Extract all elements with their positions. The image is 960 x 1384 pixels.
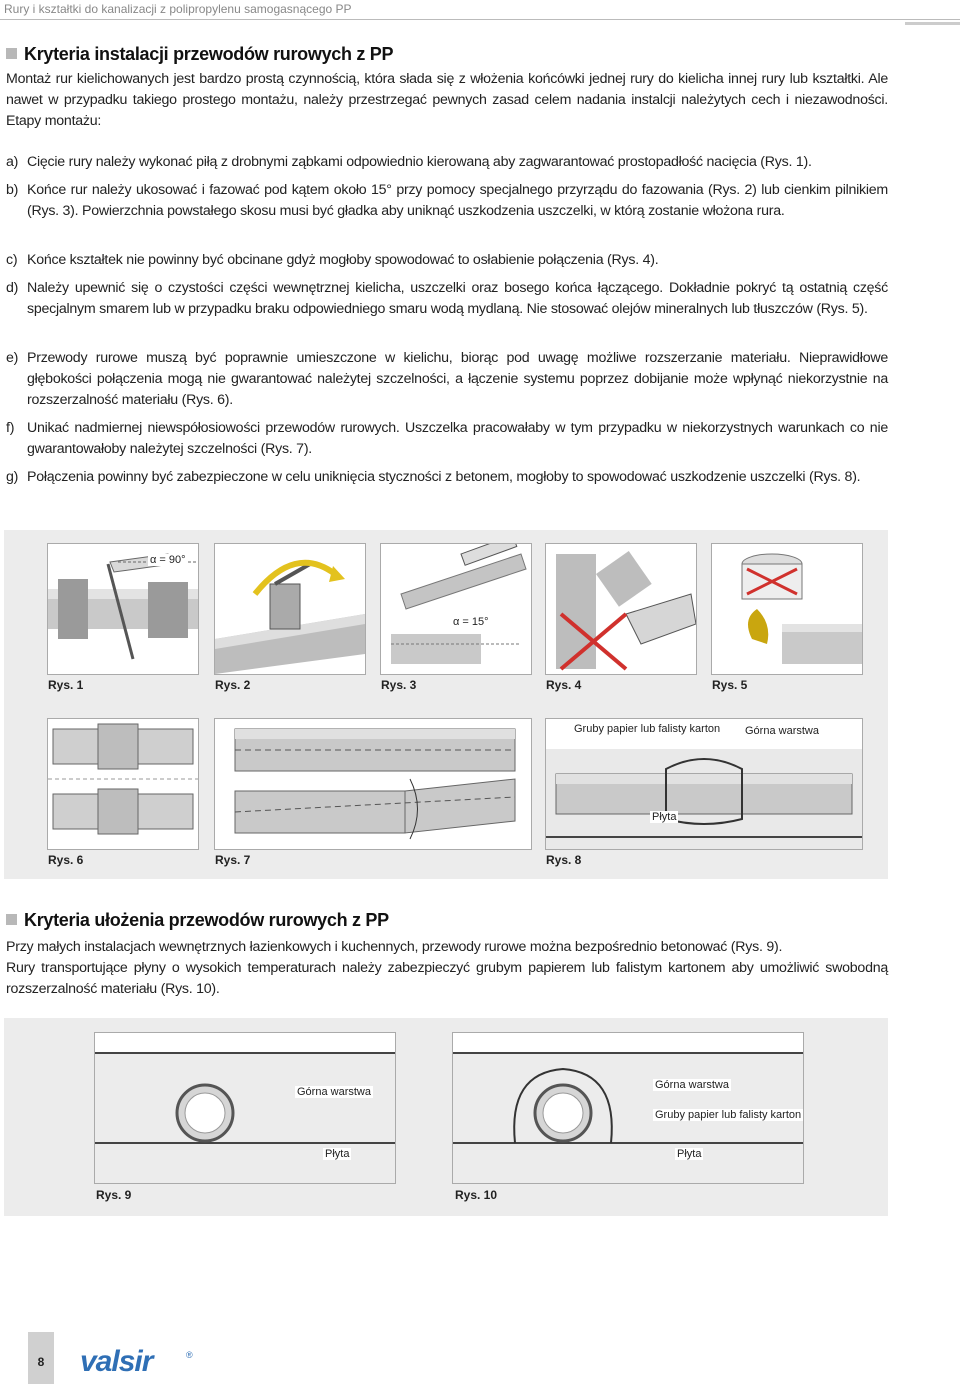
figure-rys5	[711, 543, 863, 675]
caption-rys6: Rys. 6	[48, 853, 84, 867]
laying-paragraph-2: Rury transportujące płyny o wysokich temperaturach należy zabezpieczyć grubym papierem lub falistym kartonem aby umożliwić swobodną rozszerzalność materiału (Rys. 10).	[6, 960, 888, 997]
figures-panel-top	[4, 530, 888, 879]
caption-rys9: Rys. 9	[96, 1188, 132, 1202]
list-item-e: e) Przewody rurowe muszą być poprawnie umieszczone w kielichu, biorąc pod uwagę możliwe rozszerzanie materiału. Nieprawidłowe głębokości połączenia mogą nie gwarantować należytej szczelności, a łączenie systemu poprzez dobijanie może wpłynąć niekorzystnie na rozszerzalność materiału (Rys. 6).	[6, 350, 888, 408]
figure-rys2	[214, 543, 366, 675]
caption-rys2: Rys. 2	[215, 678, 251, 692]
lubricant-illustration	[712, 544, 862, 674]
figure-rys7	[214, 718, 532, 850]
socket-depth-illustration	[48, 719, 198, 849]
figure-rys10	[452, 1032, 804, 1184]
section-title-installation: Kryteria instalacji przewodów rurowych z PP	[6, 44, 393, 65]
rys9-slab-label: Płyta	[325, 1148, 350, 1160]
figure-rys8	[545, 718, 863, 850]
caption-rys8: Rys. 8	[546, 853, 582, 867]
valsir-logo: valsir	[80, 1345, 153, 1378]
figure-rys4	[545, 543, 697, 675]
intro-paragraph: Montaż rur kielichowanych jest bardzo prostą czynnością, która słada się z włożenia końcówki jednej rury do kielicha innej rury lub kształtki. Ale nawet w przypadku takiego prostego montażu, należy przestrzegać pewnych zasad celem nadania instalcji należytych cech i niezawodności. Etapy montażu:	[6, 71, 888, 129]
section-title-laying: Kryteria ułożenia przewodów rurowych z PP	[6, 910, 389, 931]
page-number: 8	[37, 1355, 45, 1369]
square-bullet-icon	[6, 48, 17, 59]
caption-rys7: Rys. 7	[215, 853, 251, 867]
list-item-d: d) Należy upewnić się o czystości części wewnętrznej kielicha, uszczelki oraz bosego końca łączącego. Dokładnie pokryć tą ostatnią część specjalnym smarem lub w przypadku braku odpowiedniego smaru wodą mydlaną. Nie stosować olejów mineralnych lub tłuszczów (Rys. 5).	[6, 280, 888, 317]
laying-paragraph-1: Przy małych instalacjach wewnętrznych łazienkowych i kuchennych, przewody rurowe można bezpośrednio betonować (Rys. 9).	[6, 939, 783, 955]
list-item-b: b) Końce rur należy ukosować i fazować pod kątem około 15° przy pomocy specjalnego przyrządu do fazowania (Rys. 2) lub cienkim pilnikiem (Rys. 3). Powierzchnia powstałego skosu musi być gładka aby uniknąć uszkodzenia uszczelki, w którą zostanie włożona rura.	[6, 182, 888, 219]
figure-rys3	[380, 543, 532, 675]
rys9-top-layer-label: Górna warstwa	[297, 1086, 371, 1098]
concrete-protection-illustration	[546, 719, 862, 849]
file-chamfer-illustration	[381, 544, 531, 674]
angle-15-label: α = 15°	[453, 616, 489, 628]
rys10-slab-label: Płyta	[677, 1148, 702, 1160]
list-item-g: g) Połączenia powinny być zabezpieczone w celu uniknięcia styczności z betonem, mogłoby to spowodować uszkodzenie uszczelki (Rys. 8).	[6, 469, 861, 485]
rys8-paper-label: Gruby papier lub falisty karton	[574, 723, 721, 735]
list-item-c: c) Końce kształtek nie powinny być obcinane gdyż mogłoby spowodować to osłabienie połączenia (Rys. 4).	[6, 252, 659, 268]
rys10-top-layer-label: Górna warstwa	[655, 1079, 729, 1091]
figure-rys9	[94, 1032, 396, 1184]
chamfer-tool-illustration	[215, 544, 365, 674]
registered-mark: ®	[186, 1350, 193, 1360]
rys10-paper-label: Gruby papier lub falisty karton	[655, 1109, 802, 1121]
header-rule	[0, 19, 960, 20]
rys8-slab-label: Płyta	[652, 811, 677, 823]
fitting-no-cut-illustration	[546, 544, 696, 674]
pipe-in-concrete-illustration	[95, 1033, 395, 1183]
caption-rys4: Rys. 4	[546, 678, 582, 692]
running-header: Rury i kształtki do kanalizacji z polipropylenu samogasnącego PP	[4, 2, 352, 16]
figure-rys1	[47, 543, 199, 675]
misalignment-illustration	[215, 719, 531, 849]
header-accent-bar	[905, 22, 960, 25]
caption-rys3: Rys. 3	[381, 678, 417, 692]
list-item-a: a) Cięcie rury należy wykonać piłą z drobnymi ząbkami odpowiednio kierowaną aby zagwarantować prostopadłość nacięcia (Rys. 1).	[6, 154, 812, 170]
caption-rys10: Rys. 10	[455, 1188, 498, 1202]
caption-rys5: Rys. 5	[712, 678, 748, 692]
angle-90-label: α = 90°	[150, 554, 186, 566]
list-item-f: f) Unikać nadmiernej niewspółosiowości przewodów rurowych. Uszczelka pracowałaby w tym przypadku w niekorzystnych warunkach co nie gwarantowałoby należytej szczelności (Rys. 7).	[6, 420, 888, 457]
square-bullet-icon	[6, 914, 17, 925]
caption-rys1: Rys. 1	[48, 678, 84, 692]
figure-rys6	[47, 718, 199, 850]
pipe-with-paper-illustration	[453, 1033, 803, 1183]
figures-panel-bottom	[4, 1018, 888, 1216]
rys8-top-layer-label: Górna warstwa	[745, 725, 819, 737]
